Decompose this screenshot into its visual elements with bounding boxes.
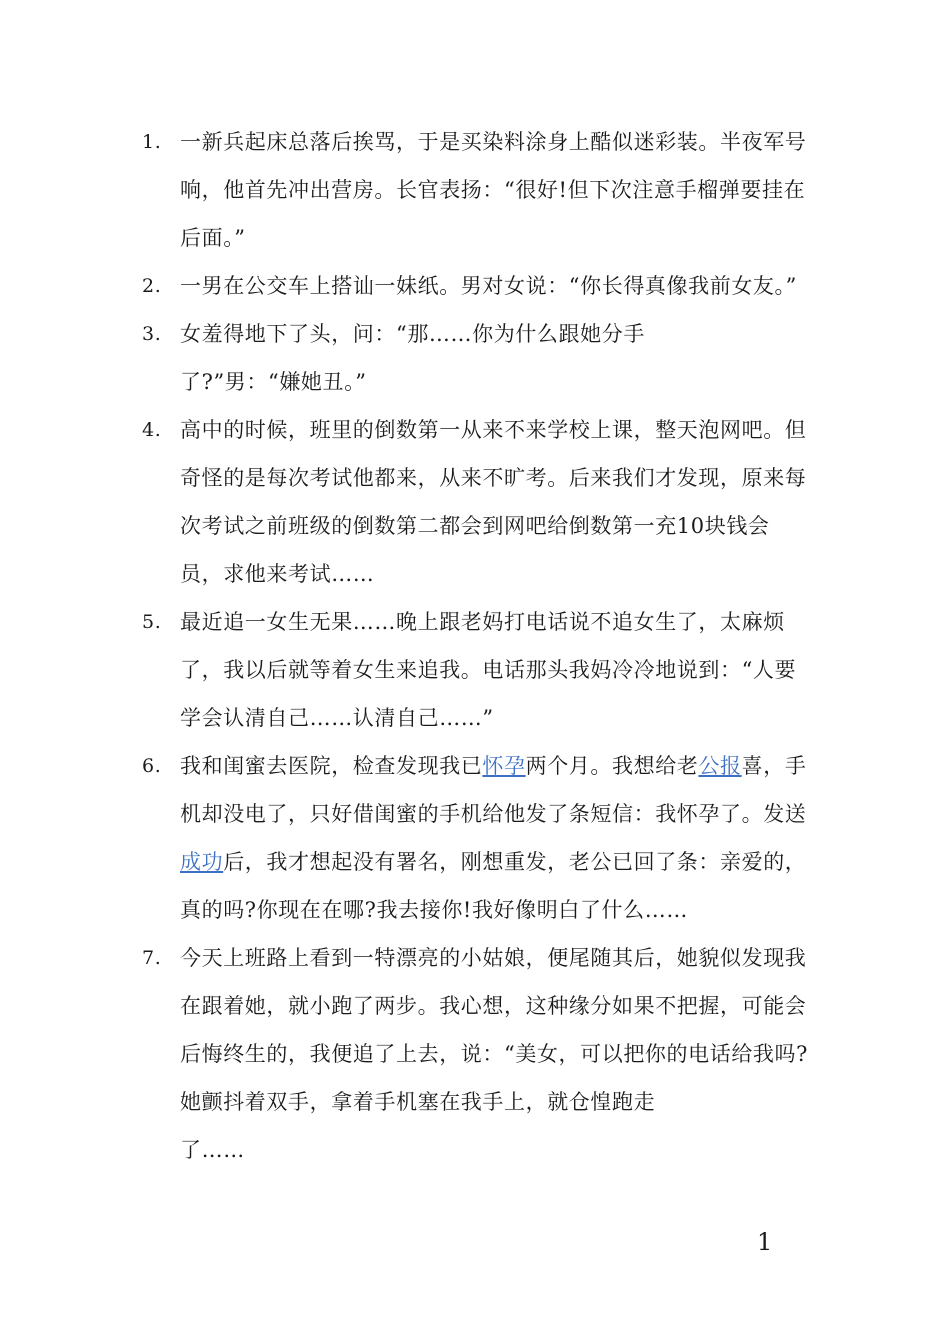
list-item bbox=[140, 598, 810, 742]
item-text: 一新兵起床总落后挨骂，于是买染料涂身上酷似迷彩装。半夜军号响，他首先冲出营房。长官表扬：“很好!但下次注意手榴弹要挂在后面。” bbox=[180, 130, 807, 250]
item-text-part: 我和闺蜜去医院，检查发现我已 bbox=[180, 754, 483, 778]
item-number: 7. bbox=[142, 947, 162, 969]
page-number: 1 bbox=[757, 1228, 773, 1256]
item-text-line-2: 了…… bbox=[180, 1138, 245, 1162]
item-text-line-2: 了?”男：“嫌她丑。” bbox=[180, 370, 367, 394]
link-huaiyun[interactable]: 怀孕 bbox=[482, 754, 526, 778]
item-text: 高中的时候，班里的倒数第一从来不来学校上课，整天泡网吧。但奇怪的是每次考试他都来，从来不旷考。后来我们才发现，原来每次考试之前班级的倒数第二都会到网吧给倒数第一充10块钱会员，求他来考试…… bbox=[180, 418, 807, 586]
item-number: 5. bbox=[142, 611, 162, 633]
link-gongbao[interactable]: 公报 bbox=[698, 754, 742, 778]
list-item bbox=[140, 406, 810, 598]
list-item bbox=[140, 262, 810, 310]
list-item bbox=[140, 118, 810, 262]
item-text-part: 两个月。我想给老 bbox=[525, 754, 699, 778]
joke-list bbox=[140, 118, 810, 1174]
list-item bbox=[140, 310, 810, 406]
item-number: 6. bbox=[142, 755, 162, 777]
item-text-line-1: 今天上班路上看到一特漂亮的小姑娘，便尾随其后，她貌似发现我在跟着她，就小跑了两步。我心想，这种缘分如果不把握，可能会后悔终生的，我便追了上去，说：“美女，可以把你的电话给我吗?她颤抖着双手，拿着手机塞在我手上，就仓惶跑走 bbox=[180, 946, 808, 1114]
item-text: 最近追一女生无果……晚上跟老妈打电话说不追女生了，太麻烦了，我以后就等着女生来追我。电话那头我妈冷冷地说到：“人要学会认清自己……认清自己……” bbox=[180, 610, 797, 730]
item-text-part: 后，我才想起没有署名，刚想重发，老公已回了条：亲爱的，真的吗?你现在在哪?我去接你!我好像明白了什么…… bbox=[180, 850, 807, 922]
item-number: 3. bbox=[142, 323, 162, 345]
item-text: 一男在公交车上搭讪一妹纸。男对女说：“你长得真像我前女友。” bbox=[180, 274, 797, 298]
link-chenggong[interactable]: 成功 bbox=[180, 850, 224, 874]
item-text-line-1: 女羞得地下了头，问：“那……你为什么跟她分手 bbox=[180, 322, 645, 346]
item-number: 4. bbox=[142, 419, 162, 441]
list-item bbox=[140, 742, 810, 934]
item-number: 1. bbox=[142, 131, 162, 153]
item-number: 2. bbox=[142, 275, 162, 297]
item-text-part: 喜，手机却没电了，只好借闺蜜的手机给他发了条短信：我怀孕了。发送 bbox=[180, 754, 807, 826]
list-item bbox=[140, 934, 810, 1174]
